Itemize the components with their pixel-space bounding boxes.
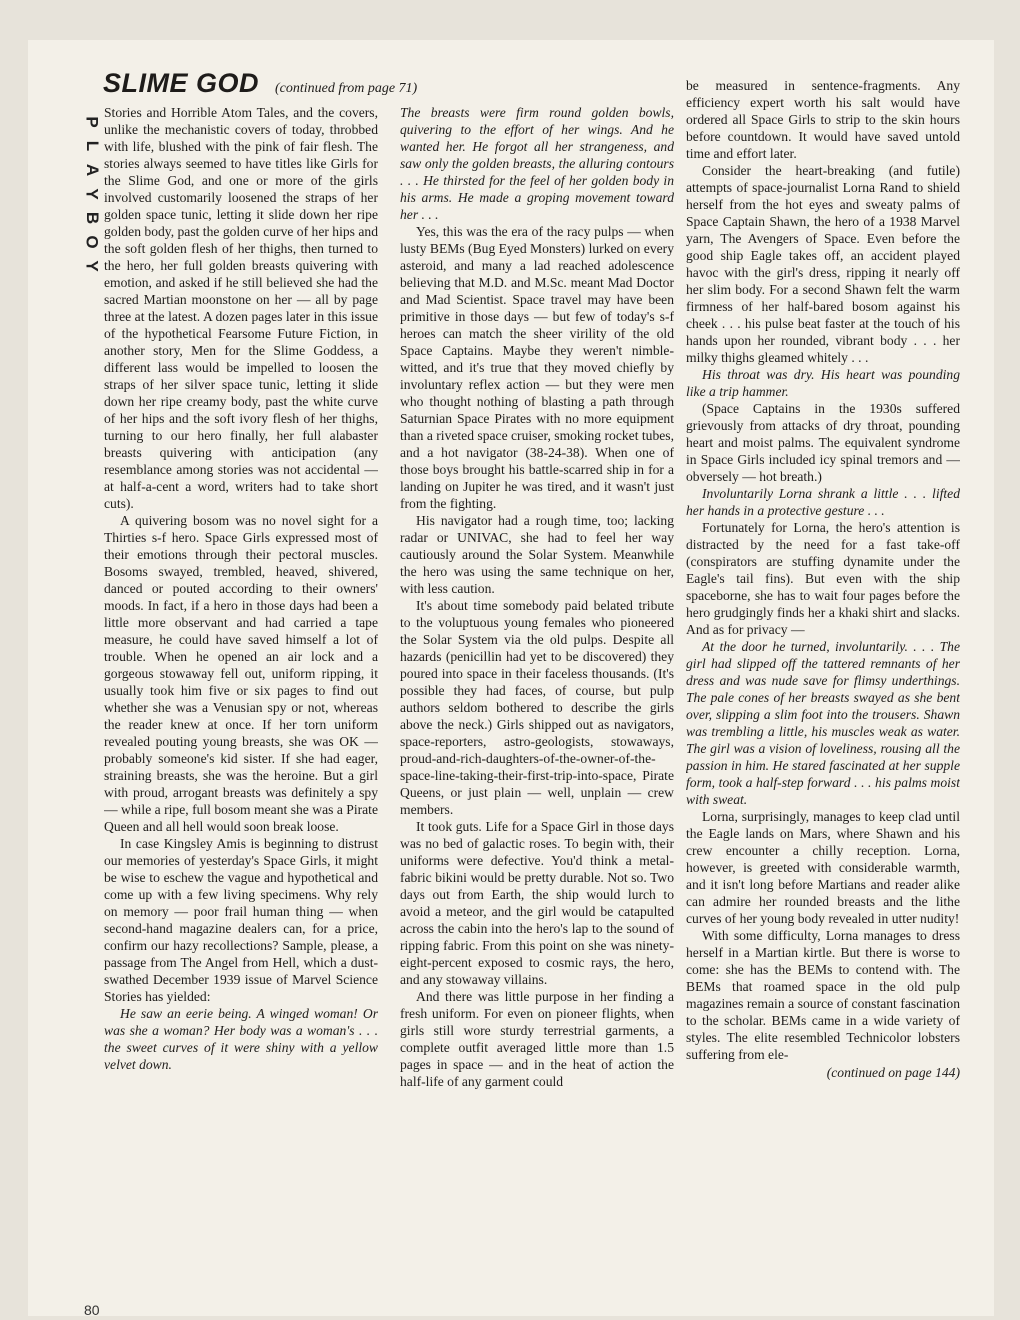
continued-from-note: (continued from page 71): [275, 81, 418, 96]
paragraph: Lorna, surprisingly, manages to keep clad until the Eagle lands on Mars, where Shawn and his crew encounter a chilly reception. Lorna, however, is greeted with considerable warmth, and it isn't long before Martians and reader alike can admire her rounded breasts and the lithe curves of her young body revealed in utter nudity!: [686, 809, 960, 926]
paragraph: The breasts were firm round golden bowls, quivering to the effort of her wings. And he wanted her. He forgot all her strangeness, and saw only the golden breasts, the alluring contours . . . He thirsted for the feel of her golden body in his arms. He made a groping movement toward her . . .: [400, 105, 674, 222]
magazine-name-letter: Y: [83, 188, 102, 200]
article-header: [103, 68, 417, 99]
paragraph: It's about time somebody paid belated tribute to the voluptuous young females who pioneered the Solar System via the old pulps. Despite all hazards (penicillin had yet to be discovered) they poured into space in their faceless thousands. (It's possible they had faces, of course, but pulp authors seldom bothered to describe the girls above the neck.) Girls shipped out as navigators, space-reporters, astro-geologists, stowaways, proud-and-rich-daughters-of-the-owner-of-the-space-line-taking-their-first-trip-into-space, Pirate Queens, or just plain — well, unplain — crew members.: [400, 598, 674, 817]
paragraph: His throat was dry. His heart was pounding like a trip hammer.: [686, 367, 960, 399]
magazine-name-vertical: [80, 110, 104, 278]
paragraph: It took guts. Life for a Space Girl in those days was no bed of galactic roses. To begin with, their uniforms were defective. You'd think a metal-fabric bikini would be pretty durable. Not so. Two days out from Earth, the ship would lurch to avoid a meteor, and the girl would be catapulted across the cabin into the hero's lap to the sound of ripping fabric. From this point on she was ninety-eight-percent exposed to cosmic rays, the hero, and any stowaway villains.: [400, 819, 674, 987]
paragraph: Consider the heart-breaking (and futile) attempts of space-journalist Lorna Rand to shield herself from the hot eyes and sweaty palms of Space Captain Shawn, the hero of a 1938 Marvel yarn, The Avengers of Space. Even before the good ship Eagle takes off, an accident played havoc with the girl's dress, ripping it nearly off her slim body. For a second Shawn felt the warm firmness of her half-bared bosom against his cheek . . . his pulse beat faster at the touch of his hands upon her rounded, vibrant body . . . her milky thighs gleamed whitely . . .: [686, 163, 960, 365]
magazine-name-letter: B: [83, 211, 102, 225]
paragraph: His navigator had a rough time, too; lacking radar or UNIVAC, she had to feel her way cautiously around the Solar System. Meanwhile the hero was using the same technique on her, with less caution.: [400, 513, 674, 596]
magazine-name-letter: P: [83, 116, 102, 128]
magazine-name-letter: O: [82, 235, 102, 249]
paragraph: A quivering bosom was no novel sight for a Thirties s-f hero. Space Girls expressed most of their emotions through their pectoral muscles. Bosoms swayed, trembled, heaved, shivered, danced or pouted according to their owners' moods. In fact, if a hero in those days had been a little more observant and had carried a tape measure, he could have saved himself a lot of trouble. When he opened an air lock and a gorgeous stowaway fell out, uniform ripping, it usually took him five or six pages to find out whether she was a Venusian spy or not, whereas the reader knew at once. If her torn uniform revealed pouting young breasts, she was OK — probably someone's kid sister. If she had eager, straining breasts, she was the heroine. But a girl with proud, arrogant breasts was definitely a spy — while a ripe, full bosom meant she was a Pirate Queen and all hell would soon break loose.: [104, 513, 378, 834]
text-column-2: [400, 104, 674, 1284]
text-column-3: [686, 77, 960, 1282]
paragraph: At the door he turned, involuntarily. . . . The girl had slipped off the tattered remnants of her dress and was nude save for flimsy underthings. The pale cones of her breasts swayed as she bent over, slipping a slim foot into the trousers. Shawn was trembling a little, his muscles weak as water. The girl was a vision of loveliness, rousing all the passion in him. He stared fascinated at her supple form, took a half-step forward . . . his palms moist with sweat.: [686, 639, 960, 807]
paragraph: be measured in sentence-fragments. Any efficiency expert worth his salt would have ordered all Space Girls to strip to the skin hours before countdown. It would have saved untold time and effort later.: [686, 78, 960, 161]
paragraph: In case Kingsley Amis is beginning to distrust our memories of yesterday's Space Girls, it might be wise to eschew the vague and hypothetical and come up with a few living specimens. Why rely on memory — poor frail human thing — when second-hand magazine dealers can, for a price, confirm our hazy recollections? Sample, please, a passage from The Angel from Hell, which a dust-swathed December 1939 issue of Marvel Science Stories has yielded:: [104, 836, 378, 1004]
magazine-name-letter: L: [82, 140, 102, 152]
paragraph: Fortunately for Lorna, the hero's attention is distracted by the need for a fast take-off (conspirators are stuffing dynamite under the Eagle's tail fins). But even with the ship spaceborne, she has to wait four pages before the hero grudgingly finds her a khaki shirt and slacks. And as for privacy —: [686, 520, 960, 637]
magazine-name-letter: A: [83, 163, 102, 177]
text-column-1: [104, 104, 378, 1284]
paragraph: With some difficulty, Lorna manages to dress herself in a Martian kirtle. But there is worse to come: she has the BEMs to contend with. The BEMs that roamed space in the old pulp magazines remain a source of constant fascination to the scholar. BEMs came in a wide variety of styles. The elite resembled Technicolor lobsters suffering from ele-: [686, 928, 960, 1062]
paragraph: Involuntarily Lorna shrank a little . . . lifted her hands in a protective gesture . . .: [686, 486, 960, 518]
paragraph: He saw an eerie being. A winged woman! Or was she a woman? Her body was a woman's . . . the sweet curves of it were shiny with a yellow velvet down.: [104, 1006, 378, 1072]
paragraph: Stories and Horrible Atom Tales, and the covers, unlike the mechanistic covers of today, throbbed with life, blushed with the pink of fair flesh. The stories always seemed to have titles like Girls for the Slime God, and one or more of the girls involved customarily loosened the straps of her golden space tunic, letting it slide down her ripe golden body, past the golden curve of her hips and the soft golden flesh of her thighs, then turned to the hero, her full golden breasts quivering with emotion, and asked if he still believed she had the sacred Martian moonstone on her — all by page three at the latest. A dozen pages later in this issue of the hypothetical Fearsome Future Fiction, in another story, Men for the Slime Goddess, a different lass would be impelled to loosen the straps of her silver space tunic, letting it slide down her ripe creamy body, past the white curve of her hips and the soft ivory flesh of her thighs, turning to our hero finally, her full alabaster breasts quivering with anticipation (any resemblance among stories was not accidental — at half-a-cent a word, writers had to take short cuts).: [104, 105, 378, 511]
page-number: 80: [84, 1302, 100, 1316]
paragraph: Yes, this was the era of the racy pulps — when lusty BEMs (Bug Eyed Monsters) lurked on every asteroid, and many a lad reached adolescence believing that M.D. and M.Sc. meant Mad Doctor and Mad Scientist. Space travel may have been primitive in those days — but few of today's s-f heroes can match the sheer virility of the old Space Captains. Maybe they weren't nimble-witted, and it's true that they moved chiefly by involuntary reflex action — but they were men who thought nothing of blasting a path through Saturnian Space Pirates with no more equipment than a riveted space cruiser, smoking rocket tubes, and a hot navigator (38-24-38). When one of those boys brought his battle-scarred ship in for a landing on Jupiter he was tired, and it wasn't just from the fighting.: [400, 224, 674, 511]
magazine-name-letter: Y: [83, 260, 102, 272]
paragraph: (Space Captains in the 1930s suffered grievously from attacks of dry throat, pounding heart and moist palms. The equivalent syndrome in Space Girls included icy spinal tremors and — obversely — hot breath.): [686, 401, 960, 484]
article-title: SLIME GOD: [103, 68, 260, 98]
continued-on-note: (continued on page 144): [826, 1065, 960, 1080]
paragraph: And there was little purpose in her finding a fresh uniform. For even on pioneer flights, when girls still wore sturdy terrestrial garments, a complete outfit averaged little more than 1.5 pages in space — and in the heat of action the half-life of any garment could: [400, 989, 674, 1089]
